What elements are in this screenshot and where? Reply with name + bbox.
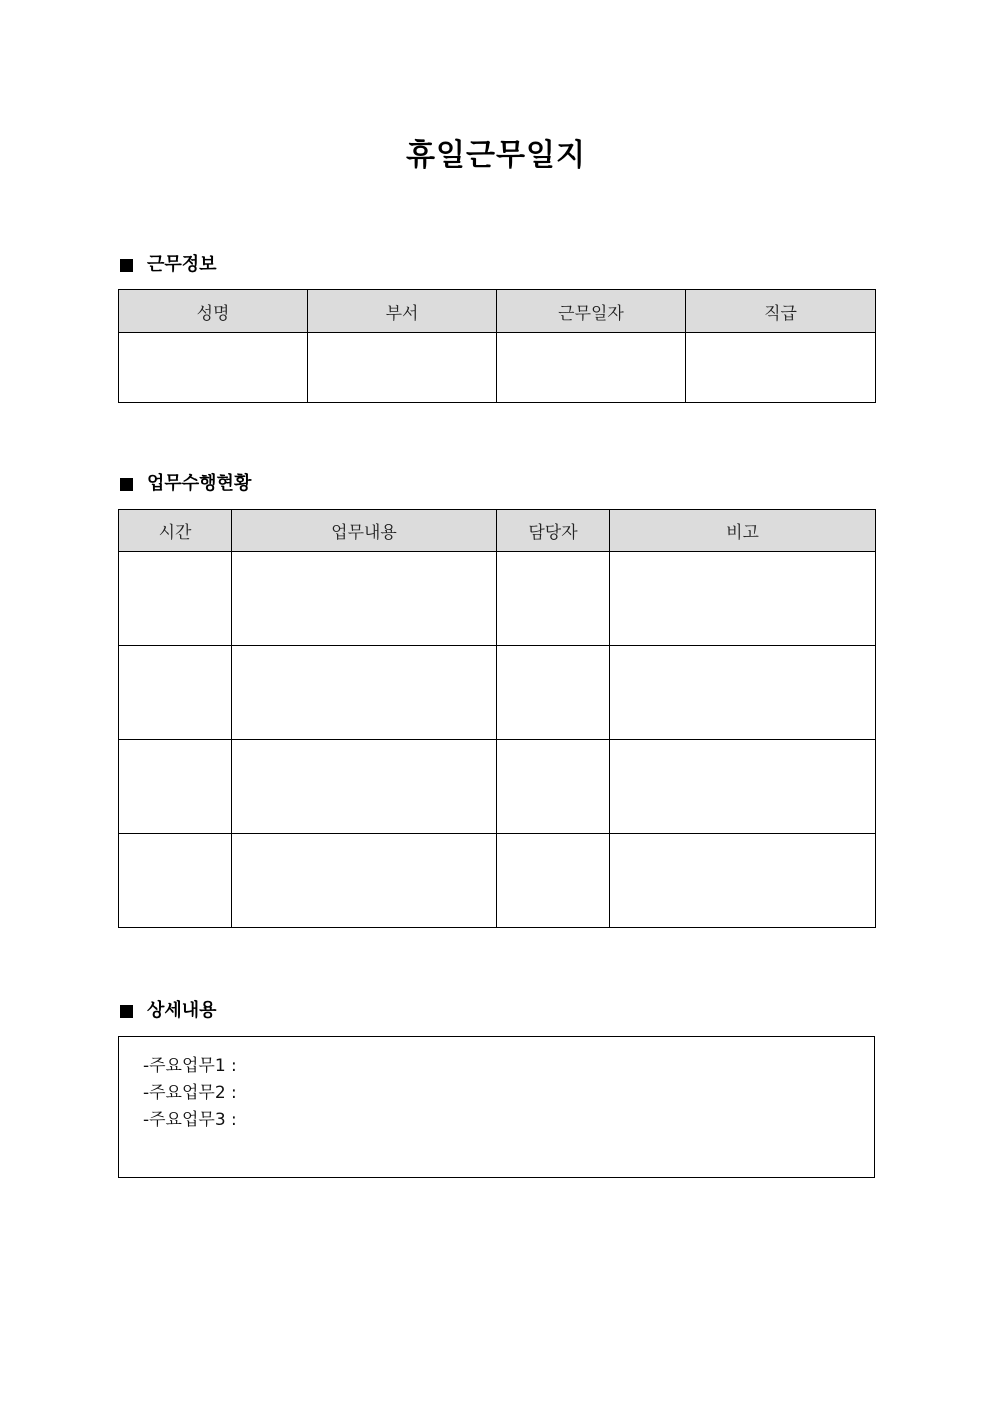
square-bullet-icon xyxy=(120,259,133,272)
header-work-date: 근무일자 xyxy=(497,290,686,333)
section-title: 근무정보 xyxy=(147,254,217,275)
section-heading-work-info xyxy=(119,252,217,278)
table-row xyxy=(119,552,876,646)
task-cell[interactable] xyxy=(232,740,497,834)
section-heading-work-status xyxy=(119,471,251,497)
header-name: 성명 xyxy=(119,290,308,333)
square-bullet-icon xyxy=(120,478,133,491)
header-position: 직급 xyxy=(686,290,876,333)
header-time: 시간 xyxy=(119,510,232,552)
task-cell[interactable] xyxy=(232,552,497,646)
task-cell[interactable] xyxy=(232,646,497,740)
assignee-cell[interactable] xyxy=(497,740,610,834)
table-header-row xyxy=(119,510,876,552)
section-heading-details xyxy=(119,998,217,1024)
remarks-cell[interactable] xyxy=(610,552,876,646)
remarks-cell[interactable] xyxy=(610,740,876,834)
table-header-row xyxy=(119,290,876,333)
details-list xyxy=(143,1053,237,1134)
page-title: 휴일근무일지 xyxy=(406,138,586,173)
remarks-cell[interactable] xyxy=(610,646,876,740)
detail-line-task2: -주요업무2 : xyxy=(143,1083,237,1103)
assignee-cell[interactable] xyxy=(497,834,610,928)
table-row xyxy=(119,740,876,834)
work-status-table xyxy=(118,509,876,928)
assignee-cell[interactable] xyxy=(497,646,610,740)
task-cell[interactable] xyxy=(232,834,497,928)
header-remarks: 비고 xyxy=(610,510,876,552)
detail-line-task3: -주요업무3 : xyxy=(143,1110,237,1130)
name-cell[interactable] xyxy=(119,333,308,403)
section-title: 업무수행현황 xyxy=(147,473,252,494)
detail-line-task1: -주요업무1 : xyxy=(143,1056,237,1076)
time-cell[interactable] xyxy=(119,740,232,834)
header-task: 업무내용 xyxy=(232,510,497,552)
section-title: 상세내용 xyxy=(147,1000,217,1021)
header-assignee: 담당자 xyxy=(497,510,610,552)
assignee-cell[interactable] xyxy=(497,552,610,646)
details-box[interactable] xyxy=(118,1036,875,1178)
header-department: 부서 xyxy=(308,290,497,333)
work-date-cell[interactable] xyxy=(497,333,686,403)
time-cell[interactable] xyxy=(119,834,232,928)
remarks-cell[interactable] xyxy=(610,834,876,928)
work-info-table xyxy=(118,289,876,403)
department-cell[interactable] xyxy=(308,333,497,403)
table-row xyxy=(119,646,876,740)
position-cell[interactable] xyxy=(686,333,876,403)
time-cell[interactable] xyxy=(119,646,232,740)
table-row xyxy=(119,834,876,928)
time-cell[interactable] xyxy=(119,552,232,646)
square-bullet-icon xyxy=(120,1005,133,1018)
table-row xyxy=(119,333,876,403)
